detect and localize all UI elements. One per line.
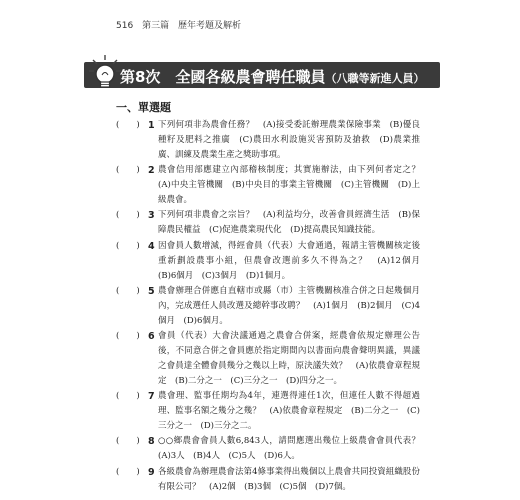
question-text: 農會辦理合併應自直轄市或縣（市）主管機關核准合併之日起幾個月內，完成選任人員改選及總幹事改聘？ (A)1個月 (B)2個月 (C)4個月 (D)6個月。: [158, 286, 420, 326]
answer-blank: ( ): [116, 467, 140, 477]
question-text: 會員（代表）大會決議通過之農會合併案，經農會依規定辦理公告後，不同意合併之會員應於指定期間內以書面向農會聲明異議，異議之會員達全體會員幾分之幾以上時，原決議失效？ (A)依農會章程規定 (B)二分之一 (C)三分之一 (D)四分之一。: [158, 331, 420, 386]
question-item: [116, 329, 420, 386]
answer-blank: ( ): [116, 286, 140, 296]
question-item: [116, 284, 420, 326]
question-text: 因會員人數增減，得經會員（代表）大會通過，報請主管機關核定後重新劃設農事小組，但農會改選前多久不得為之？ (A)12個月 (B)6個月 (C)3個月 (D)1個月。: [158, 241, 429, 281]
question-item: [116, 465, 420, 495]
page-number: 516: [116, 21, 134, 31]
question-item: [116, 163, 429, 205]
answer-blank: ( ): [116, 210, 140, 220]
exam-title: [120, 66, 424, 87]
question-number: 6: [148, 331, 155, 342]
question-number: 1: [148, 120, 155, 131]
answer-blank: ( ): [116, 165, 140, 175]
question-text: 農會信用部應建立內部稽核制度；其實施辦法，由下列何者定之？ (A)中央主管機關 (B)中央目的事業主管機關 (C)主管機關 (D)上級農會。: [158, 165, 429, 205]
question-item: [116, 118, 420, 160]
question-number: 9: [148, 467, 155, 478]
question-item: [116, 389, 420, 431]
question-number: 3: [148, 210, 155, 221]
question-number: 7: [148, 391, 155, 402]
question-number: 5: [148, 286, 155, 297]
question-text: ○○鄉農會會員人數6,843人，請問應選出幾位上級農會會員代表？ (A)3人 (B)4人 (C)5人 (D)6人。: [158, 436, 429, 461]
answer-blank: ( ): [116, 391, 140, 401]
answer-blank: ( ): [116, 241, 140, 251]
answer-blank: ( ): [116, 436, 140, 446]
exam-title-subtitle: （八職等新進人員）: [325, 72, 425, 85]
running-head: [116, 18, 247, 31]
question-text: 農會理、監事任期均為4年，連選得連任1次，但連任人數不得超過理、監事名額之幾分之幾？ (A)依農會章程規定 (B)二分之一 (C)三分之一 (D)三分之二。: [158, 391, 420, 431]
answer-blank: ( ): [116, 331, 140, 341]
part-label: 第三篇: [142, 21, 170, 31]
chapter-label: 歷年考題及解析: [177, 21, 241, 31]
question-item: [116, 208, 420, 236]
section-heading: 一、單選題: [116, 101, 171, 114]
question-number: 2: [148, 165, 155, 176]
question-text: 下列何項非為農會任務？ (A)接受委託辦理農業保險事業 (B)優良種籽及肥料之推廣 (C)農田水利設施災害預防及搶救 (D)農業推廣、訓練及農業生產之獎助事項。: [158, 120, 420, 160]
exam-title-main: 第8次 全國各級農會聘任職員: [120, 68, 326, 86]
question-text: 下列何項非農會之宗旨？ (A)利益均分，改善會員經濟生活 (B)保障農民權益 (C)促進農業現代化 (D)提高農民知識技能。: [158, 210, 420, 235]
question-item: [116, 239, 429, 281]
lightbulb-icon: [88, 53, 122, 93]
question-text: 各級農會為辦理農會法第4條事業得出幾個以上農會共同投資組織股份有限公司？ (A)2個 (B)3個 (C)5個 (D)7個。: [158, 467, 420, 492]
answer-blank: ( ): [116, 120, 140, 130]
question-number: 4: [148, 241, 155, 252]
question-number: 8: [148, 436, 155, 447]
question-item: [116, 434, 429, 462]
